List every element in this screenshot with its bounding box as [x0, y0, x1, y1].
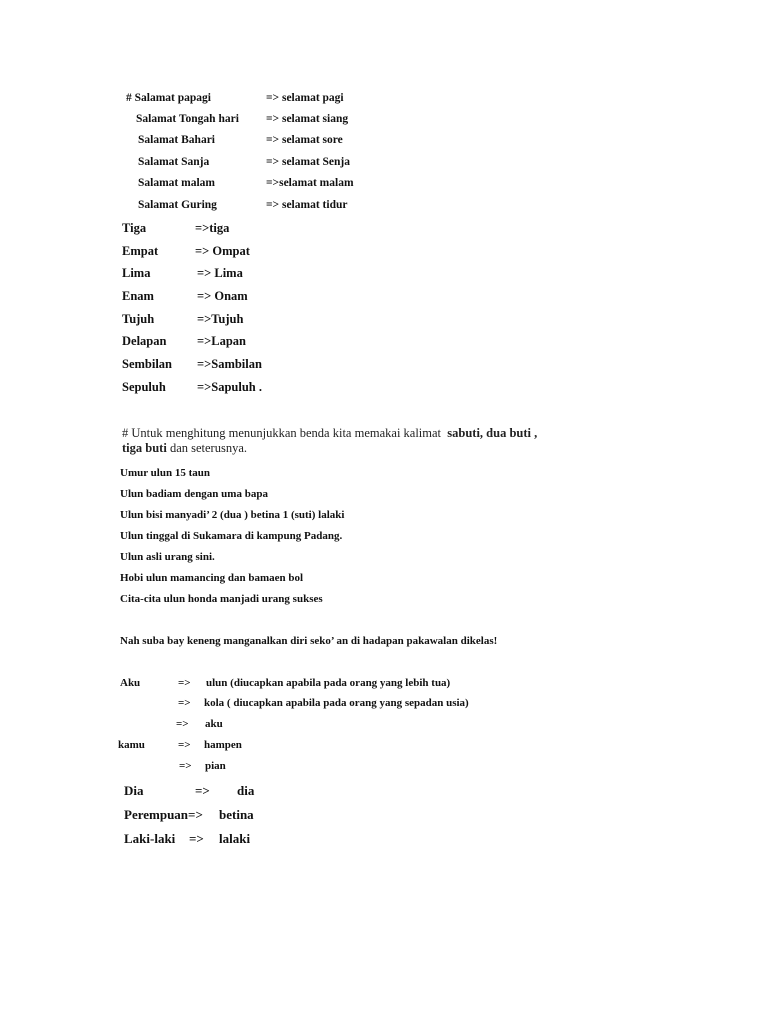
greeting-term: Salamat Tongah hari: [136, 113, 239, 125]
arrow: =>: [178, 739, 191, 751]
note-bold-text: tiga buti: [122, 441, 167, 455]
number-term: Sepuluh: [122, 380, 166, 394]
greeting-term: Salamat Bahari: [138, 134, 215, 146]
pronoun-meaning: kola ( diucapkan apabila pada orang yang sepadan usia): [204, 697, 469, 709]
intro-line: Ulun asli urang sini.: [120, 551, 215, 563]
note-text: # Untuk menghitung menunjukkan benda kita memakai kalimat: [122, 426, 442, 440]
number-meaning: =>Sambilan: [197, 357, 262, 371]
pronoun-meaning: aku: [205, 718, 223, 730]
number-meaning: =>tiga: [195, 221, 230, 235]
number-term: Tujuh: [122, 312, 155, 326]
pronoun-term: Aku: [120, 677, 141, 689]
number-meaning: =>Sapuluh .: [197, 380, 262, 394]
word-term: Perempuan=>: [124, 807, 203, 822]
intro-line: Ulun badiam dengan uma bapa: [120, 488, 268, 500]
arrow: =>: [195, 783, 210, 798]
greeting-meaning: => selamat siang: [266, 113, 349, 125]
greeting-term: # Salamat papagi: [126, 92, 211, 104]
pronoun-meaning: hampen: [204, 739, 242, 751]
word-term: Laki-laki: [124, 831, 176, 846]
intro-line: Cita-cita ulun honda manjadi urang sukses: [120, 593, 323, 605]
word-meaning: dia: [237, 783, 255, 798]
word-meaning: betina: [219, 807, 254, 822]
number-meaning: => Onam: [197, 289, 248, 303]
number-meaning: =>Tujuh: [197, 312, 244, 326]
greeting-meaning: => selamat pagi: [266, 92, 344, 104]
closing-line: Nah suba bay keneng manganalkan diri seko’ an di hadapan pakawalan dikelas!: [120, 635, 498, 647]
pronoun-meaning: ulun (diucapkan apabila pada orang yang lebih tua): [206, 677, 451, 689]
greeting-term: Salamat Sanja: [138, 156, 210, 168]
note-text: dan seterusnya.: [169, 441, 247, 455]
greeting-meaning: =>selamat malam: [266, 177, 354, 189]
number-term: Enam: [122, 289, 154, 303]
word-term: Dia: [124, 783, 144, 798]
pronoun-term: kamu: [118, 739, 145, 751]
greeting-meaning: => selamat sore: [266, 134, 343, 146]
greeting-term: Salamat malam: [138, 177, 215, 189]
number-meaning: =>Lapan: [197, 334, 246, 348]
arrow: =>: [179, 760, 192, 772]
greeting-meaning: => selamat Senja: [266, 156, 351, 168]
number-term: Delapan: [122, 334, 167, 348]
number-meaning: => Ompat: [195, 244, 250, 258]
intro-line: Umur ulun 15 taun: [120, 467, 210, 479]
intro-line: Hobi ulun mamancing dan bamaen bol: [120, 572, 304, 584]
number-term: Sembilan: [122, 357, 173, 371]
note-bold-text: sabuti, dua buti ,: [447, 426, 538, 440]
number-meaning: => Lima: [197, 266, 243, 280]
intro-line: Ulun tinggal di Sukamara di kampung Padang.: [120, 530, 343, 542]
arrow: =>: [178, 677, 191, 689]
word-meaning: lalaki: [219, 831, 251, 846]
arrow: =>: [176, 718, 189, 730]
arrow: =>: [189, 831, 204, 846]
greeting-meaning: => selamat tidur: [266, 199, 348, 211]
greeting-term: Salamat Guring: [138, 199, 217, 211]
number-term: Empat: [122, 244, 159, 258]
arrow: =>: [178, 697, 191, 709]
number-term: Tiga: [122, 221, 147, 235]
number-term: Lima: [122, 266, 151, 280]
intro-line: Ulun bisi manyadi’ 2 (dua ) betina 1 (suti) lalaki: [120, 509, 345, 521]
pronoun-meaning: pian: [205, 760, 226, 772]
